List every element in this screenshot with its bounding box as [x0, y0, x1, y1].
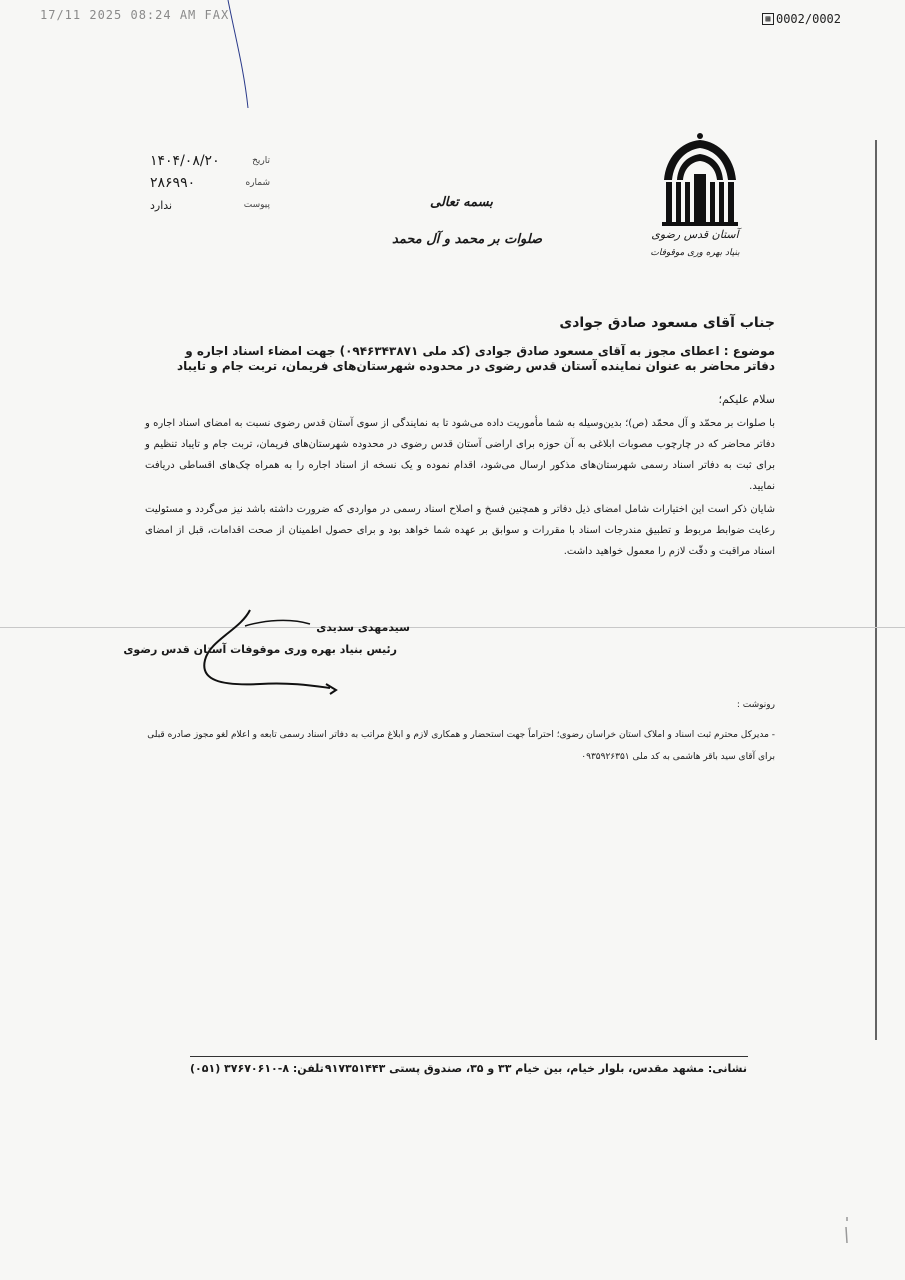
cc-label: رونوشت : — [736, 700, 775, 710]
margin-rule — [875, 140, 877, 1040]
number-label: شماره — [245, 178, 270, 188]
signatory-name: سیدمهدی سدیدی — [316, 621, 410, 634]
meta-number-row — [150, 172, 270, 194]
footer-divider — [190, 1056, 748, 1057]
subject-line: موضوع : اعطای مجوز به آقای مسعود صادق جوادی (کد ملی ۰۹۴۶۳۴۳۸۷۱) جهت امضاء اسناد اجاره و دفاتر محاضر به عنوان نماینده آستان قدس رضوی در محدوده شهرستان‌های فریمان، تربت جام و تایباد — [176, 344, 775, 373]
fax-fold-line — [0, 627, 905, 628]
body-paragraph: با صلوات بر محمّد و آل محمّد (ص)؛ بدین‌وسیله به شما مأموریت داده می‌شود تا به نمایندگی از سوی آستان قدس رضوی نسبت به امضای اسناد اجاره و دفاتر محاضر که در چارچوب مصوبات ابلاغی به آن حوزه برای اراضی آستان قدس رضوی در محدوده شهرستان‌های فریمان، تربت جام و تایباد تنظیم و برای ثبت به دفاتر اسناد رسمی شهرستان‌های مذکور ارسال می‌شود، اقدام نموده و یک نسخه از اسناد اجاره را به همراه چک‌های اقساطی دریافت نمایید. — [145, 418, 775, 492]
letter-body — [145, 413, 775, 564]
attachment-value: ندارد — [150, 198, 173, 212]
fax-page-number: 0002/0002 — [775, 12, 841, 26]
meta-attachment-row — [150, 194, 270, 216]
signatory-title: رئیس بنیاد بهره وری موقوفات آستان قدس رضوی — [123, 643, 397, 656]
footer-address: نشانی: مشهد مقدس، بلوار خیام، بین خیام ۳۳ و ۳۵، صندوق پستی ۹۱۷۳۵۱۴۴۳ — [324, 1062, 747, 1075]
logo-org-name: آستان قدس رضوی — [651, 228, 739, 241]
date-value: ۱۴۰۴/۰۸/۲۰ — [150, 153, 220, 169]
meta-date-row — [150, 150, 270, 172]
logo-sub-org: بنیاد بهره وری موقوفات — [650, 248, 740, 258]
pen-stroke-mark — [226, 0, 256, 110]
greeting: سلام علیکم؛ — [718, 393, 775, 406]
salavat-heading: صلوات بر محمد و آل محمد — [392, 232, 543, 247]
scan-artifact-mark — [842, 1215, 852, 1245]
attachment-label: پیوست — [243, 200, 270, 210]
number-value: ۲۸۶۹۹۰ — [150, 175, 196, 191]
letter-meta — [150, 150, 270, 216]
fax-header: 17/11 2025 08:24 AM FAX — [40, 8, 230, 22]
date-label: تاریخ — [252, 156, 270, 166]
cc-text: - مدیرکل محترم ثبت اسناد و املاک استان خراسان رضوی؛ احتراماً جهت استحضار و همکاری لازم و ابلاغ مراتب به دفاتر اسناد رسمی تابعه و اعلام لغو مجوز صادره قبلی برای آقای سید باقر هاشمی به کد ملی ۰۹۳۵۹۲۶۳۵۱ — [147, 730, 775, 762]
addressee: جناب آقای مسعود صادق جوادی — [559, 315, 775, 331]
body-paragraph: شایان ذکر است این اختیارات شامل امضای ذیل دفاتر و همچنین فسخ و اصلاح اسناد رسمی در مواردی که ضرورت داشته باشد نیز می‌گردد و مسئولیت رعایت ضوابط مربوط و تطبیق مندرجات اسناد با مقررات و سوابق بر عهده شما خواهد بود و برای حصول اطمینان از صحت اقدامات، قبل از امضای اسناد مراقبت و دقّت لازم را معمول خواهید داشت. — [145, 504, 775, 557]
footer-phone: تلفن: ۸-۳۷۶۷۰۶۱۰ (۰۵۱) — [190, 1062, 324, 1075]
fax-page-counter — [762, 12, 841, 26]
bismillah-heading: بسمه تعالی — [430, 195, 493, 210]
fax-page-icon: ▦ — [762, 13, 774, 25]
